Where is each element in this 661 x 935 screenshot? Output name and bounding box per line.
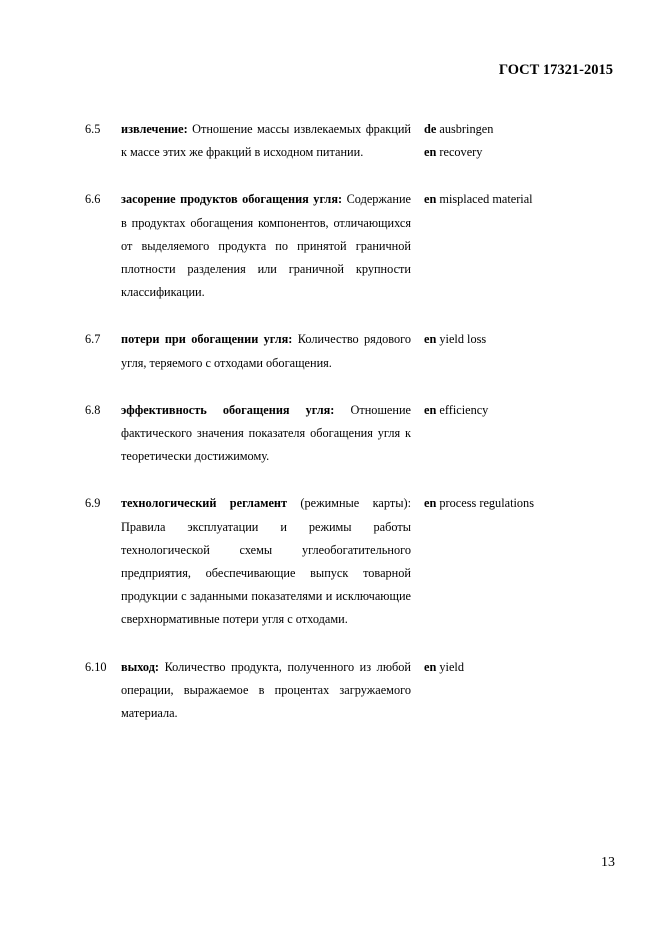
entry-term: извлечение: <box>121 122 188 136</box>
equivalent-line <box>424 188 644 211</box>
entry-text <box>121 492 411 631</box>
entry-definition: Отношение массы извлекаемых фракций к массе этих же фракций в исходном питании. <box>121 122 411 160</box>
entry-text <box>121 188 411 304</box>
language-code: en <box>424 145 437 160</box>
entry-definition: (режимные карты): Правила эксплуатации и режимы работы технологической схемы углеобогатительного предприятия, обеспечивающие выпуск товарной продукции с заданными показателями и исключающие сверхнормативные потери угля с отходами. <box>121 496 411 627</box>
entry-definition: Количество рядового угля, теряемого с отходами обогащения. <box>121 332 412 370</box>
language-code: en <box>424 192 437 207</box>
entry-number: 6.5 <box>85 122 101 136</box>
term-entry <box>0 492 661 631</box>
foreign-equivalents <box>424 118 644 164</box>
entry-term: выход: <box>121 659 160 674</box>
term-entry <box>0 656 661 726</box>
equivalent-line <box>424 399 644 422</box>
equivalent-term: yield <box>439 659 464 674</box>
entry-number: 6.7 <box>85 332 101 347</box>
equivalent-term: misplaced material <box>439 192 533 207</box>
language-code: en <box>424 402 437 417</box>
language-code: en <box>424 332 437 347</box>
entry-term: потери при обогащении угля: <box>121 332 293 347</box>
document-code: ГОСТ 17321-2015 <box>498 62 613 78</box>
entry-definition: Отношение фактического значения показателя обогащения угля к теоретически достижимому. <box>121 402 411 464</box>
entry-number: 6.10 <box>85 659 107 674</box>
entry-definition: Количество продукта, полученного из любой операции, выражаемое в процентах загружаемого материала. <box>121 659 411 721</box>
term-entry <box>0 328 661 374</box>
equivalent-term: process regulations <box>439 496 534 511</box>
entry-number: 6.9 <box>85 496 101 511</box>
equivalent-line <box>424 141 644 164</box>
language-code: en <box>424 496 437 511</box>
entry-text <box>121 399 411 469</box>
entry-term: технологический регламент <box>121 496 288 511</box>
language-code: de <box>424 122 437 136</box>
foreign-equivalents <box>424 399 644 422</box>
equivalent-line <box>424 492 644 515</box>
entry-term: засорение продуктов обогащения угля: <box>121 192 343 207</box>
term-entry <box>0 118 661 164</box>
entry-term: эффективность обогащения угля: <box>121 402 335 417</box>
term-entry <box>0 188 661 304</box>
equivalent-line <box>424 118 644 141</box>
equivalent-line <box>424 656 644 679</box>
entry-number: 6.6 <box>85 192 101 207</box>
equivalent-term: recovery <box>439 145 483 160</box>
entry-definition: Содержание в продуктах обогащения компонентов, отличающихся от выделяемого продукта по принятой граничной плотности разделения или граничной крупности классификации. <box>121 192 412 300</box>
equivalent-term: efficiency <box>439 402 489 417</box>
foreign-equivalents <box>424 188 644 211</box>
entry-text <box>121 328 411 374</box>
term-entry <box>0 399 661 469</box>
equivalent-line <box>424 328 644 351</box>
entry-text <box>121 656 411 726</box>
entry-text <box>121 118 411 164</box>
page-number: 13 <box>601 855 615 870</box>
equivalent-term: yield loss <box>439 332 487 347</box>
foreign-equivalents <box>424 656 644 679</box>
language-code: en <box>424 659 437 674</box>
foreign-equivalents <box>424 328 644 351</box>
terms-list <box>0 118 661 749</box>
entry-number: 6.8 <box>85 402 101 417</box>
foreign-equivalents <box>424 492 644 515</box>
equivalent-term: ausbringen <box>439 122 494 136</box>
